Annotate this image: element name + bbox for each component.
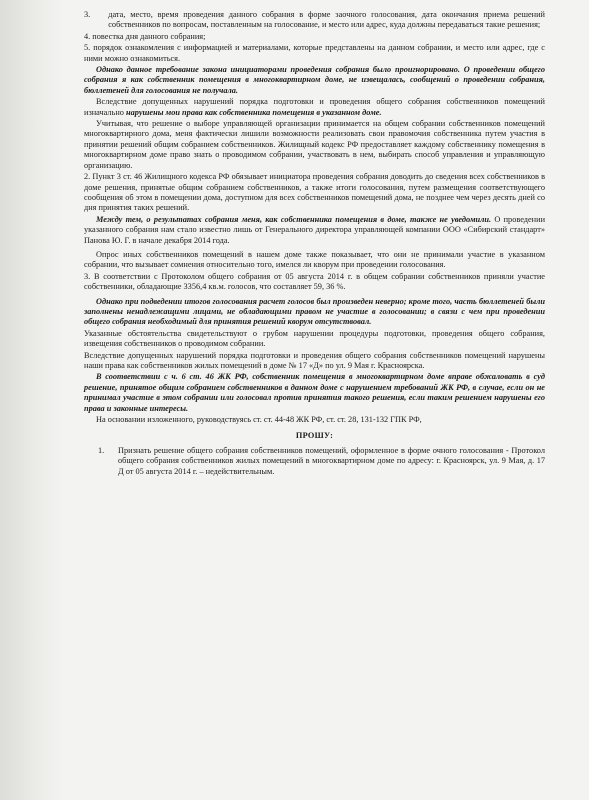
paragraph-violation-notice: Однако данное требование закона инициаторами проведения собрания было проигнорировано. О проведении общего собрания я как собственник помещения в многоквартирном доме, не извещалась, сообщений о проведении собрания, бюллетеней для голосования не получала. xyxy=(84,65,545,95)
list-item-3 xyxy=(84,10,545,31)
paragraph-text: дата, место, время проведения данного собрания в форме заочного голосования, дата окончания приема решений собственников по вопросам, поставленным на голосование, и место или адрес, куда должны передаваться такие решения; xyxy=(108,10,545,30)
request-number: 1. xyxy=(98,445,105,455)
list-number: 3. xyxy=(84,10,91,19)
paragraph-quorum: Однако при подведении итогов голосования расчет голосов был произведен неверно; кроме того, часть бюллетеней были заполнены ненадлежащими лицами, не обладающими правом не участие в голосовании; в связи с чем при проведении общего собрания необходимый для принятия решений кворум отсутствовал. xyxy=(84,296,545,327)
paragraph-rights-violated: Вследствие допущенных нарушений порядка подготовки и проведения общего собрания собственников помещений изначально нарушены мои права как собственника помещения в указанном доме. xyxy=(84,97,545,117)
paragraph-survey: Опрос иных собственников помещений в нашем доме также показывает, что они не принимали участие в указанном собрании, что вызывает сомнения относительно того, имелся ли кворум при проведении голосования. xyxy=(84,249,545,270)
paragraph-legal-basis: В соответствии с ч. 6 ст. 46 ЖК РФ, собственник помещения в многоквартирном доме вправе обжаловать в суд решение, принятое общим собранием собственников в данном доме с нарушением требований ЖК РФ, в случае, если он не принимал участие в этом собрании или голосовал против принятия такого решения, если таким решением нарушены его права и законные интересы. xyxy=(84,372,545,413)
paragraph-circumstances: Указанные обстоятельства свидетельствуют о грубом нарушении процедуры подготовки, проведения общего собрания, извещения собственников о проводимом собрании. xyxy=(84,328,545,349)
request-heading: ПРОШУ: xyxy=(295,431,334,441)
paragraph-point-2: 2. Пункт 3 ст. 46 Жилищного кодекса РФ обязывает инициатора проведения собрания доводить до сведения всех собственников в доме решения, принятые общим собранием собственников, а также итоги голосования, путем размещения соответствующего сообщения об этом в помещении дома, доступном для всех собственников помещений дома, не позднее чем через десять дней со дня принятия таких решений. xyxy=(84,172,545,213)
paragraph-point-3: 3. В соответствии с Протоколом общего собрания от 05 августа 2014 г. в общем собрании собственников приняли участие собственники, обладающие 3356,4 кв.м. голосов, что составляет 59, 36 %. xyxy=(84,271,545,292)
list-item-5: 5. порядок ознакомления с информацией и материалами, которые представлены на данном собрании, и место или адрес, где с ними можно ознакомиться. xyxy=(84,43,545,63)
paragraph-results-notice: Между тем, о результатах собрания меня, как собственника помещения в доме, также не уведомили. О проведении указанного собрания нам стало известно лишь от Генерального директора управляющей компании ООО «Сибирский стандарт» Панова Ю. Г. в начале декабря 2014 года. xyxy=(84,214,546,245)
paragraph-rights-house: Вследствие допущенных нарушений порядка подготовки и проведения общего собрания собственников помещений нарушены наши права как собственников жилых помещений в доме № 17 «Д» по ул. 9 Мая г. Красноярска. xyxy=(84,350,545,370)
list-item-4: 4. повестка дня данного собрания; xyxy=(84,31,206,41)
request-item xyxy=(84,446,545,477)
paragraph-grounds: На основании изложенного, руководствуясь ст. ст. 44-48 ЖК РФ, ст. ст. 28, 131-132 ГПК РФ, xyxy=(96,415,422,425)
paragraph-management-choice: Учитывая, что решение о выборе управляющей организации принимается на общем собрании собственников помещений многоквартирного дома, меня фактически лишили возможности реализовать свои правомочия собственника путем участия в принятии решений общим собранием собственников. Жилищный кодекс РФ предоставляет каждому собственнику помещения в многоквартирном доме право знать о проводимом собрании, участвовать в нем, выбирать способ управления и управляющую организацию. xyxy=(84,119,545,170)
request-text: Признать решение общего собрания собственников помещений, оформленное в форме очного голосования - Протокол общего собрания собственников жилых помещений в многоквартирном доме по адресу: г. Красноярск, ул. 9 Мая, д. 17 Д от 05 августа 2014 г. – недействительным. xyxy=(118,445,545,476)
